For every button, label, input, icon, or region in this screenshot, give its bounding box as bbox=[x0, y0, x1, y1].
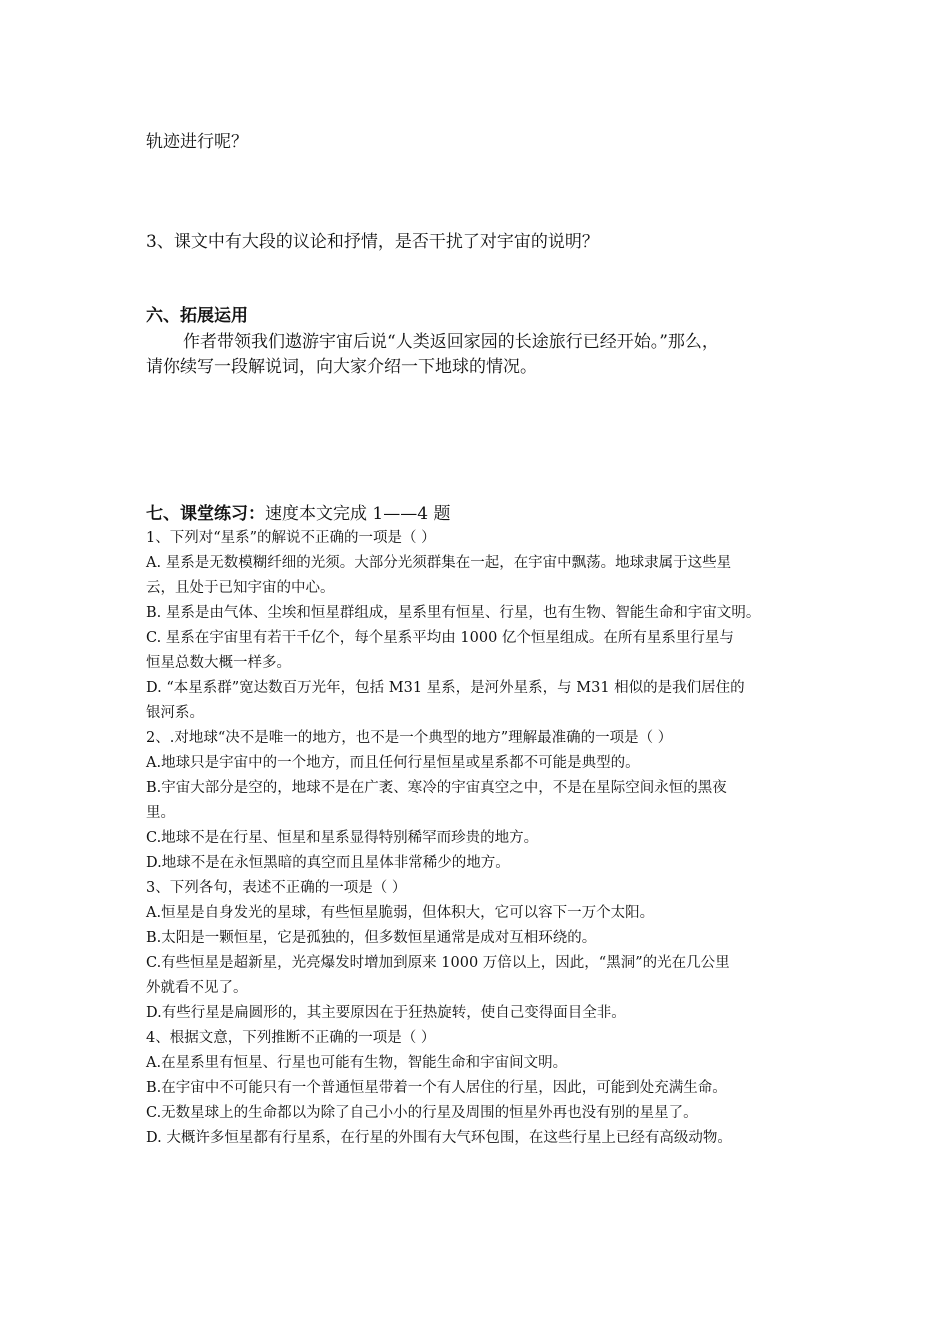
question-3: 3、课文中有大段的议论和抒情，是否干扰了对宇宙的说明？ bbox=[146, 232, 599, 252]
exercise-line: D.有些行星是扁圆形的，其主要原因在于狂热旋转，使自己变得面目全非。 bbox=[146, 1005, 626, 1021]
exercise-line: 云，且处于已知宇宙的中心。 bbox=[146, 580, 335, 596]
section-6-heading: 六、拓展运用 bbox=[146, 306, 248, 326]
exercise-line: 恒星总数大概一样多。 bbox=[146, 655, 291, 671]
exercise-line: 外就看不见了。 bbox=[146, 980, 248, 996]
exercise-line: 里。 bbox=[146, 805, 175, 821]
exercise-line: D. “本星系群”宽达数百万光年，包括 M31 星系，是河外星系，与 M31 相似的是我们居住的 bbox=[146, 680, 745, 696]
exercise-line: C.地球不是在行星、恒星和星系显得特别稀罕而珍贵的地方。 bbox=[146, 830, 539, 846]
exercise-line: D.地球不是在永恒黑暗的真空而且星体非常稀少的地方。 bbox=[146, 855, 510, 871]
exercise-line: B. 星系是由气体、尘埃和恒星群组成，星系里有恒星、行星，也有生物、智能生命和宇宙文明。 bbox=[146, 605, 761, 621]
exercise-line: B.在宇宙中不可能只有一个普通恒星带着一个有人居住的行星，因此，可能到处充满生命。 bbox=[146, 1080, 727, 1096]
exercise-line: 4、根据文意，下列推断不正确的一项是（ ） bbox=[146, 1030, 436, 1046]
exercise-line: 1、下列对“星系”的解说不正确的一项是（ ） bbox=[146, 530, 436, 546]
exercise-line: B.宇宙大部分是空的，地球不是在广袤、寒冷的宇宙真空之中，不是在星际空间永恒的黑夜 bbox=[146, 780, 727, 796]
exercise-line: C. 星系在宇宙里有若干千亿个，每个星系平均由 1000 亿个恒星组成。在所有星系里行星与 bbox=[146, 630, 734, 646]
exercise-line: C.有些恒星是超新星，光亮爆发时增加到原来 1000 万倍以上，因此，“黑洞”的光在几公里 bbox=[146, 955, 730, 971]
question-2-continuation: 轨迹进行呢？ bbox=[146, 132, 248, 152]
exercise-line: A. 星系是无数模糊纤细的光须。大部分光须群集在一起，在宇宙中飘荡。地球隶属于这些星 bbox=[146, 555, 732, 571]
exercise-line: B.太阳是一颗恒星，它是孤独的，但多数恒星通常是成对互相环绕的。 bbox=[146, 930, 597, 946]
exercise-line: D. 大概许多恒星都有行星系，在行星的外围有大气环包围，在这些行星上已经有高级动物。 bbox=[146, 1130, 732, 1146]
section-7-heading-title: 七、课堂练习： bbox=[146, 504, 265, 524]
exercise-line: A.在星系里有恒星、行星也可能有生物，智能生命和宇宙间文明。 bbox=[146, 1055, 568, 1071]
exercise-line: A.恒星是自身发光的星球，有些恒星脆弱，但体积大，它可以容下一万个太阳。 bbox=[146, 905, 655, 921]
exercise-line: 银河系。 bbox=[146, 705, 204, 721]
section-7-heading-instruction: 速度本文完成 1——4 题 bbox=[265, 504, 451, 524]
exercise-line: A.地球只是宇宙中的一个地方，而且任何行星恒星或星系都不可能是典型的。 bbox=[146, 755, 640, 771]
section-6-paragraph-line-2: 请你续写一段解说词，向大家介绍一下地球的情况。 bbox=[146, 357, 537, 377]
exercise-line: 3、下列各句，表述不正确的一项是（ ） bbox=[146, 880, 407, 896]
section-6-paragraph-line-1: 作者带领我们遨游宇宙后说“人类返回家园的长途旅行已经开始。”那么， bbox=[183, 332, 719, 352]
exercise-line: C.无数星球上的生命都以为除了自己小小的行星及周围的恒星外再也没有别的星星了。 bbox=[146, 1105, 698, 1121]
section-7-heading bbox=[146, 499, 450, 524]
exercise-line: 2、.对地球“决不是唯一的地方，也不是一个典型的地方”理解最准确的一项是（ ） bbox=[146, 730, 673, 746]
